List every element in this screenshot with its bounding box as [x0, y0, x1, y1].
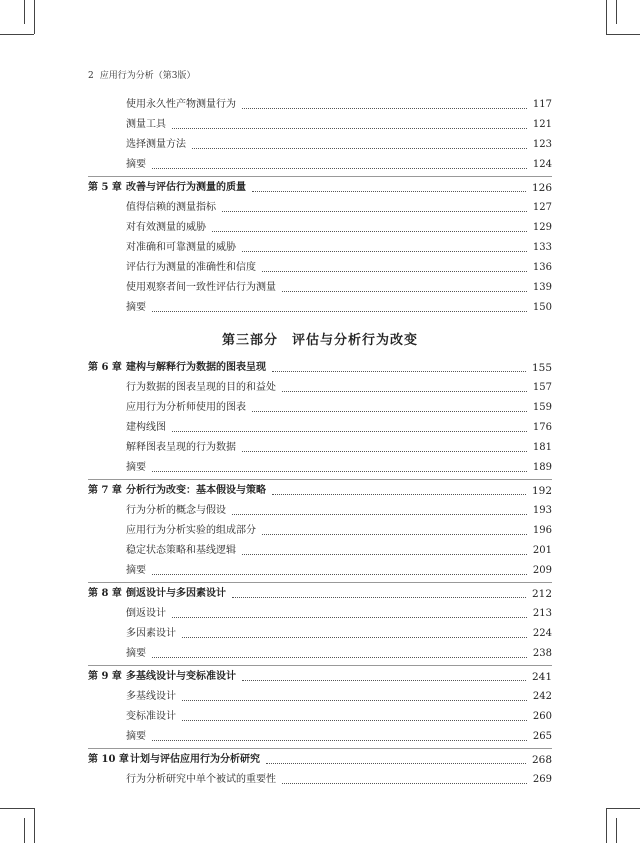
section-title: 值得信赖的测量指标 [126, 202, 216, 213]
crop-mark [606, 34, 640, 35]
page-number: 238 [532, 648, 552, 659]
crop-mark [34, 808, 35, 843]
table-of-contents [88, 95, 552, 790]
toc-entry-label [88, 203, 216, 213]
page-number: 212 [531, 587, 552, 600]
page-number: 196 [532, 525, 552, 536]
crop-mark [24, 0, 25, 24]
toc-section-row[interactable] [88, 238, 552, 258]
page-number: 209 [532, 565, 552, 576]
section-title: 行为分析的概念与假设 [126, 505, 226, 516]
toc-entry-label [88, 463, 146, 473]
page-number: 126 [531, 181, 552, 194]
section-title: 使用永久性产物测量行为 [126, 99, 236, 110]
chapter-number: 第 7 章 [88, 485, 122, 496]
page-number: 265 [532, 731, 552, 742]
toc-section-row[interactable] [88, 115, 552, 135]
toc-section-row[interactable] [88, 398, 552, 418]
page-number: 155 [531, 361, 552, 374]
dot-leader [152, 657, 527, 658]
toc-section-row[interactable] [88, 135, 552, 155]
toc-section-row[interactable] [88, 378, 552, 398]
dot-leader [222, 211, 527, 212]
crop-mark [606, 0, 607, 34]
toc-entry-label [88, 649, 146, 659]
dot-leader [272, 371, 526, 372]
crop-mark [34, 0, 35, 34]
toc-section-row[interactable] [88, 95, 552, 115]
dot-leader [266, 763, 526, 764]
toc-entry-label [88, 140, 186, 150]
toc-entry-label [88, 403, 246, 413]
chapter-title: 倒返设计与多因素设计 [126, 588, 226, 599]
section-title: 多基线设计 [126, 691, 176, 702]
section-title: 多因素设计 [126, 628, 176, 639]
dot-leader [152, 574, 527, 575]
dot-leader [242, 680, 526, 681]
page-number: 268 [531, 753, 552, 766]
toc-section-row[interactable] [88, 458, 552, 478]
toc-section-row[interactable] [88, 198, 552, 218]
section-title: 测量工具 [126, 119, 166, 130]
toc-section-row[interactable] [88, 604, 552, 624]
page-number: 127 [532, 202, 552, 213]
toc-entry-label [88, 526, 256, 536]
section-title: 应用行为分析师使用的图表 [126, 402, 246, 413]
chapter-title: 分析行为改变：基本假设与策略 [126, 485, 266, 496]
toc-section-row[interactable] [88, 501, 552, 521]
toc-section-row[interactable] [88, 438, 552, 458]
toc-entry-label [88, 243, 236, 253]
section-title: 摘要 [126, 565, 146, 576]
section-title: 选择测量方法 [126, 139, 186, 150]
dot-leader [282, 783, 527, 784]
toc-entry-label [88, 506, 226, 516]
running-header [88, 68, 195, 81]
page-number: 133 [532, 242, 552, 253]
section-title: 应用行为分析实验的组成部分 [126, 525, 256, 536]
toc-entry-label [88, 263, 256, 273]
dot-leader [192, 148, 527, 149]
dot-leader [152, 168, 527, 169]
chapter-title: 计划与评估应用行为分析研究 [130, 754, 260, 765]
page-number: 260 [532, 711, 552, 722]
section-title: 稳定状态策略和基线逻辑 [126, 545, 236, 556]
header-book-title: 应用行为分析（第3版） [99, 71, 196, 81]
toc-chapter-row[interactable] [88, 358, 552, 378]
page-number: 129 [532, 222, 552, 233]
crop-mark [606, 808, 640, 809]
toc-entry-label [88, 732, 146, 742]
page-number: 139 [532, 282, 552, 293]
dot-leader [242, 451, 527, 452]
toc-entry-label [88, 183, 246, 193]
dot-leader [262, 271, 527, 272]
toc-entry-label [88, 303, 146, 313]
dot-leader [212, 231, 527, 232]
toc-section-row[interactable] [88, 541, 552, 561]
section-title: 摘要 [126, 302, 146, 313]
crop-mark [0, 34, 34, 35]
section-title: 行为数据的图表呈现的目的和益处 [126, 382, 276, 393]
crop-mark [616, 818, 617, 843]
dot-leader [232, 597, 526, 598]
toc-entry-label [88, 546, 236, 556]
toc-entry-label [88, 566, 146, 576]
dot-leader [262, 534, 527, 535]
part-name: 评估与分析行为改变 [292, 332, 419, 348]
dot-leader [152, 740, 527, 741]
page-number: 224 [532, 628, 552, 639]
dot-leader [282, 291, 527, 292]
section-title: 倒返设计 [126, 608, 166, 619]
dot-leader [272, 494, 526, 495]
dot-leader [182, 637, 527, 638]
section-title: 摘要 [126, 731, 146, 742]
toc-section-row[interactable] [88, 727, 552, 747]
page-number: 269 [532, 774, 552, 785]
page-number: 189 [532, 462, 552, 473]
crop-mark [0, 808, 34, 809]
page-number: 192 [531, 484, 552, 497]
toc-chapter-row[interactable] [88, 178, 552, 198]
chapter-number: 第 10 章 [88, 754, 129, 765]
section-title: 摘要 [126, 462, 146, 473]
dot-leader [242, 554, 527, 555]
page-number: 121 [532, 119, 552, 130]
toc-entry-label [88, 629, 176, 639]
chapter-number: 第 8 章 [88, 588, 122, 599]
chapter-title: 多基线设计与变标准设计 [126, 671, 236, 682]
toc-entry-label [88, 100, 236, 110]
chapter-title: 建构与解释行为数据的图表呈现 [126, 362, 266, 373]
toc-entry-label [88, 120, 166, 130]
toc-entry-label [88, 755, 260, 765]
toc-section-row[interactable] [88, 218, 552, 238]
chapter-title: 改善与评估行为测量的质量 [126, 182, 246, 193]
dot-leader [172, 431, 527, 432]
toc-entry-label [88, 283, 276, 293]
dot-leader [172, 128, 527, 129]
page-number: 159 [532, 402, 552, 413]
section-title: 摘要 [126, 648, 146, 659]
toc-section-row[interactable] [88, 707, 552, 727]
dot-leader [152, 471, 527, 472]
toc-entry-label [88, 423, 166, 433]
toc-entry-label [88, 160, 146, 170]
toc-entry-label [88, 609, 166, 619]
toc-section-row[interactable] [88, 770, 552, 790]
toc-section-row[interactable] [88, 687, 552, 707]
page-number: 124 [532, 159, 552, 170]
toc-section-row[interactable] [88, 258, 552, 278]
toc-chapter-row[interactable] [88, 667, 552, 687]
header-page-number: 2 [88, 71, 94, 81]
toc-entry-label [88, 589, 226, 599]
dot-leader [242, 108, 527, 109]
crop-mark [24, 818, 25, 843]
section-title: 建构线图 [126, 422, 166, 433]
toc-entry-label [88, 443, 236, 453]
section-title: 对准确和可靠测量的威胁 [126, 242, 236, 253]
toc-section-row[interactable] [88, 521, 552, 541]
toc-section-row[interactable] [88, 561, 552, 581]
toc-section-row[interactable] [88, 155, 552, 175]
dot-leader [182, 700, 527, 701]
toc-entry-label [88, 486, 266, 496]
dot-leader [282, 391, 527, 392]
page-number: 150 [532, 302, 552, 313]
dot-leader [152, 311, 527, 312]
chapter-number: 第 6 章 [88, 362, 122, 373]
page-number: 201 [532, 545, 552, 556]
page-number: 193 [532, 505, 552, 516]
page-number: 117 [532, 99, 552, 110]
dot-leader [252, 191, 526, 192]
part-title [88, 318, 552, 358]
page-number: 181 [532, 442, 552, 453]
toc-section-row[interactable] [88, 298, 552, 318]
crop-mark [616, 0, 617, 24]
section-title: 对有效测量的威胁 [126, 222, 206, 233]
page-number: 241 [531, 670, 552, 683]
toc-section-row[interactable] [88, 278, 552, 298]
toc-section-row[interactable] [88, 418, 552, 438]
toc-entry-label [88, 223, 206, 233]
page-number: 157 [532, 382, 552, 393]
page-number: 242 [532, 691, 552, 702]
toc-entry-label [88, 712, 176, 722]
toc-entry-label [88, 692, 176, 702]
section-title: 摘要 [126, 159, 146, 170]
dot-leader [182, 720, 527, 721]
section-title: 行为分析研究中单个被试的重要性 [126, 774, 276, 785]
crop-mark [606, 808, 607, 843]
section-title: 使用观察者间一致性评估行为测量 [126, 282, 276, 293]
toc-entry-label [88, 363, 266, 373]
toc-entry-label [88, 775, 276, 785]
section-title: 变标准设计 [126, 711, 176, 722]
page-number: 176 [532, 422, 552, 433]
dot-leader [232, 514, 527, 515]
chapter-number: 第 5 章 [88, 182, 122, 193]
toc-entry-label [88, 672, 236, 682]
toc-section-row[interactable] [88, 644, 552, 664]
page-number: 123 [532, 139, 552, 150]
dot-leader [242, 251, 527, 252]
page-number: 136 [532, 262, 552, 273]
toc-section-row[interactable] [88, 624, 552, 644]
section-title: 解释图表呈现的行为数据 [126, 442, 236, 453]
toc-entry-label [88, 383, 276, 393]
toc-chapter-row[interactable] [88, 481, 552, 501]
dot-leader [252, 411, 527, 412]
toc-chapter-row[interactable] [88, 584, 552, 604]
toc-chapter-row[interactable] [88, 750, 552, 770]
page-number: 213 [532, 608, 552, 619]
dot-leader [172, 617, 527, 618]
chapter-number: 第 9 章 [88, 671, 122, 682]
section-title: 评估行为测量的准确性和信度 [126, 262, 256, 273]
part-number: 第三部分 [221, 332, 278, 348]
